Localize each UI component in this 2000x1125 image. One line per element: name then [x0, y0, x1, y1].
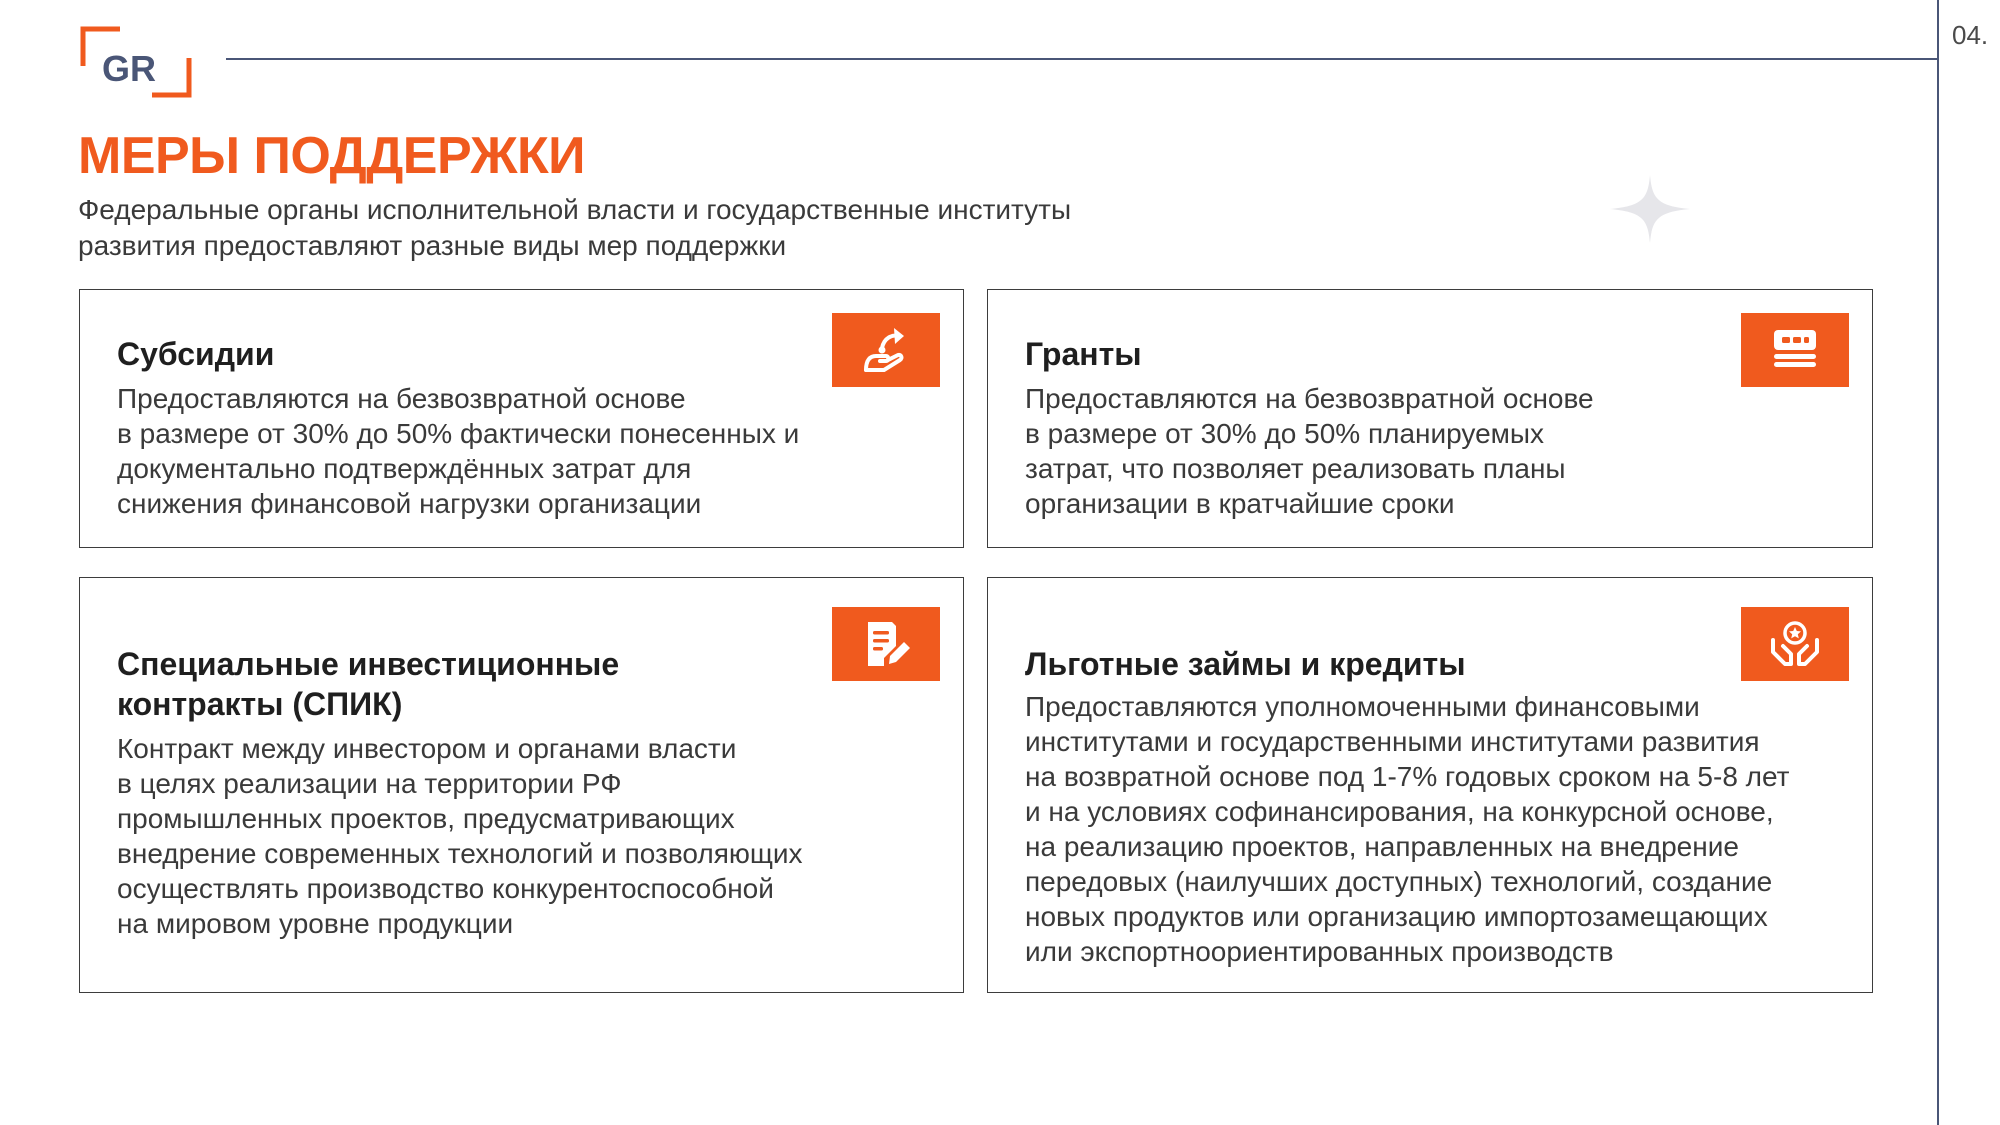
- card-description: Предоставляются на безвозвратной основе в размере от 30% до 50% фактически понесенных и документально подтверждённых затрат для снижения финансовой нагрузки организации: [117, 383, 800, 519]
- card-description: Предоставляются на безвозвратной основе в размере от 30% до 50% планируемых затрат, что позволяет реализовать планы организации в кратчайшие сроки: [1025, 383, 1594, 519]
- page-subtitle: Федеральные органы исполнительной власти и государственные институты развития предоставляют разные виды мер поддержки: [78, 194, 1072, 261]
- company-logo: [80, 26, 192, 98]
- money-stack-icon: [1741, 313, 1849, 387]
- card-title: Субсидии: [117, 336, 275, 372]
- page-title: МЕРЫ ПОДДЕРЖКИ: [78, 127, 586, 185]
- right-border-line: [1937, 0, 1939, 1125]
- svg-text:GR: GR: [102, 48, 156, 89]
- card-description: Предоставляются уполномоченными финансовыми институтами и государственными институтами развития на возвратной основе под 1-7% годовых сроком на 5-8 лет и на условиях софинансирования, на конкурсной основе, на реализацию проектов, направленных на внедрение передовых (наилучших доступных) технологий, создание новых продуктов или организацию импортозамещающих или экспортноориентированных производств: [1025, 691, 1790, 967]
- card-title: Гранты: [1025, 336, 1142, 372]
- card-subsidies: [79, 289, 964, 548]
- header-divider: [226, 58, 1938, 60]
- card-description: Контракт между инвестором и органами власти в целях реализации на территории РФ промышленных проектов, предусматривающих внедрение современных технологий и позволяющих осуществлять производство конкурентоспособной на мировом уровне продукции: [117, 733, 803, 939]
- card-grants: [987, 289, 1873, 548]
- card-spik: [79, 577, 964, 993]
- sparkle-decoration-icon: [1610, 175, 1690, 243]
- document-edit-icon: [832, 607, 940, 681]
- card-loans: [987, 577, 1873, 993]
- hands-with-star-icon: [1741, 607, 1849, 681]
- page-number: 04.: [1952, 20, 1989, 50]
- card-title: Льготные займы и кредиты: [1025, 646, 1466, 682]
- hand-with-arrow-icon: [832, 313, 940, 387]
- card-title: Специальные инвестиционные контракты (СПИК): [117, 646, 620, 722]
